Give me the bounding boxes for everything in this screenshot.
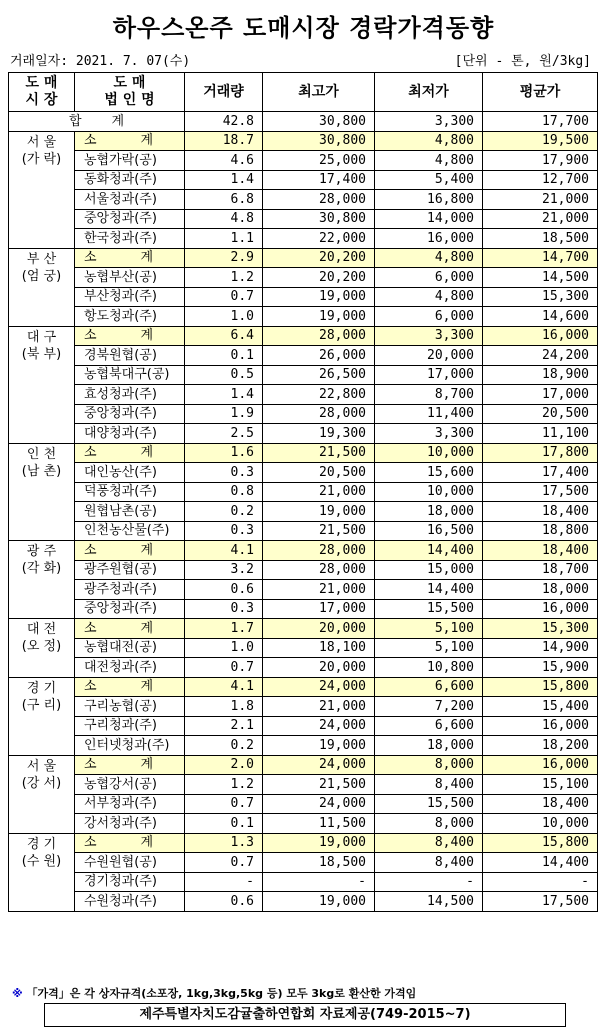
min-price-cell: 20,000	[375, 346, 483, 366]
max-price-cell: 24,000	[263, 716, 375, 736]
corp-name: 농협북대구(공)	[75, 365, 185, 385]
max-price-cell: 22,000	[263, 229, 375, 249]
header-volume: 거래량	[185, 73, 263, 112]
avg-price-cell: 18,200	[483, 736, 598, 756]
table-row	[9, 229, 598, 249]
market-cell	[9, 443, 75, 541]
subtotal-row	[9, 755, 598, 775]
header-max: 최고가	[263, 73, 375, 112]
min-price-cell: 10,000	[375, 482, 483, 502]
min-price-cell: 3,300	[375, 326, 483, 346]
min-price-cell: 5,100	[375, 619, 483, 639]
market-district: (북 부)	[21, 346, 62, 362]
market-district: (구 리)	[21, 697, 62, 713]
corp-name: 항도청과(주)	[75, 307, 185, 327]
corp-name: 효성청과(주)	[75, 385, 185, 405]
avg-price-cell: 16,000	[483, 716, 598, 736]
min-price-cell: 7,200	[375, 697, 483, 717]
volume-cell: 2.5	[185, 424, 263, 444]
corp-name: 중앙청과(주)	[75, 404, 185, 424]
max-price-cell: 11,500	[263, 814, 375, 834]
table-row	[9, 463, 598, 483]
table-row	[9, 658, 598, 678]
table-row	[9, 892, 598, 912]
table-row	[9, 736, 598, 756]
min-price-cell: 10,000	[375, 443, 483, 463]
min-price-cell: 6,600	[375, 716, 483, 736]
corp-name: 대전청과(주)	[75, 658, 185, 678]
table-row	[9, 580, 598, 600]
table-row	[9, 268, 598, 288]
subtotal-label: 소계	[75, 131, 185, 151]
subtotal-label: 소계	[75, 248, 185, 268]
subtotal-label: 소계	[75, 326, 185, 346]
max-price-cell: 18,500	[263, 853, 375, 873]
table-row	[9, 872, 598, 892]
market-name: 부 산	[26, 251, 57, 267]
min-price-cell: 15,500	[375, 794, 483, 814]
header-row	[9, 73, 598, 112]
market-cell	[9, 248, 75, 326]
market-district: (각 화)	[21, 561, 62, 576]
corp-name: 동화청과(주)	[75, 170, 185, 190]
volume-cell: 0.7	[185, 287, 263, 307]
min-price-cell: 16,500	[375, 521, 483, 541]
avg-price-cell: 15,900	[483, 658, 598, 678]
volume-cell: 1.3	[185, 833, 263, 853]
corp-name: 광주청과(주)	[75, 580, 185, 600]
corp-name: 농협대전(공)	[75, 638, 185, 658]
max-price-cell: -	[263, 872, 375, 892]
total-avg: 17,700	[483, 112, 598, 132]
avg-price-cell: 18,800	[483, 521, 598, 541]
max-price-cell: 19,300	[263, 424, 375, 444]
trade-date: 거래일자: 2021. 7. 07(수)	[10, 54, 191, 69]
table-row	[9, 716, 598, 736]
corp-name: 원협남촌(공)	[75, 502, 185, 522]
avg-price-cell: 17,400	[483, 463, 598, 483]
corp-name: 광주원협(공)	[75, 560, 185, 580]
header-corp-top: 도 매	[113, 75, 146, 91]
market-district: (강 서)	[21, 775, 62, 791]
subtotal-label: 소계	[75, 755, 185, 775]
market-name: 대 구	[26, 329, 57, 345]
min-price-cell: 16,000	[375, 229, 483, 249]
volume-cell: 0.1	[185, 346, 263, 366]
min-price-cell: 3,300	[375, 424, 483, 444]
volume-cell: 6.8	[185, 190, 263, 210]
max-price-cell: 20,000	[263, 619, 375, 639]
market-name: 서 울	[26, 758, 57, 774]
market-name: 경 기	[26, 836, 57, 852]
volume-cell: 1.2	[185, 775, 263, 795]
subtotal-row	[9, 248, 598, 268]
total-row	[9, 112, 598, 132]
market-district: (수 원)	[21, 853, 62, 869]
max-price-cell: 19,000	[263, 736, 375, 756]
market-cell	[9, 755, 75, 833]
max-price-cell: 26,000	[263, 346, 375, 366]
avg-price-cell: 19,500	[483, 131, 598, 151]
volume-cell: 1.0	[185, 307, 263, 327]
min-price-cell: 4,800	[375, 287, 483, 307]
volume-cell: -	[185, 872, 263, 892]
table-row	[9, 853, 598, 873]
unit-label: [단위 - 톤, 원/3kg]	[454, 54, 591, 69]
total-max: 30,800	[263, 112, 375, 132]
avg-price-cell: 17,500	[483, 892, 598, 912]
avg-price-cell: 14,400	[483, 853, 598, 873]
avg-price-cell: 20,500	[483, 404, 598, 424]
min-price-cell: 14,400	[375, 541, 483, 561]
corp-name: 농협부산(공)	[75, 268, 185, 288]
avg-price-cell: 18,000	[483, 580, 598, 600]
header-corp	[75, 73, 185, 112]
max-price-cell: 21,500	[263, 775, 375, 795]
volume-cell: 1.4	[185, 170, 263, 190]
source-box: 제주특별자치도감귤출하연합회 자료제공(749-2015~7)	[44, 1003, 566, 1027]
min-price-cell: 8,400	[375, 775, 483, 795]
max-price-cell: 20,500	[263, 463, 375, 483]
max-price-cell: 19,000	[263, 287, 375, 307]
volume-cell: 0.3	[185, 463, 263, 483]
max-price-cell: 19,000	[263, 892, 375, 912]
table-row	[9, 775, 598, 795]
table-row	[9, 190, 598, 210]
max-price-cell: 20,000	[263, 658, 375, 678]
avg-price-cell: 17,500	[483, 482, 598, 502]
volume-cell: 0.8	[185, 482, 263, 502]
header-market	[9, 73, 75, 112]
volume-cell: 1.6	[185, 443, 263, 463]
max-price-cell: 22,800	[263, 385, 375, 405]
table-row	[9, 170, 598, 190]
volume-cell: 0.6	[185, 580, 263, 600]
subtotal-row	[9, 619, 598, 639]
min-price-cell: 6,000	[375, 268, 483, 288]
max-price-cell: 19,000	[263, 307, 375, 327]
market-name: 광 주	[26, 544, 57, 559]
avg-price-cell: 18,400	[483, 794, 598, 814]
max-price-cell: 20,200	[263, 268, 375, 288]
min-price-cell: 16,800	[375, 190, 483, 210]
corp-name: 대양청과(주)	[75, 424, 185, 444]
max-price-cell: 17,000	[263, 599, 375, 619]
table-row	[9, 814, 598, 834]
max-price-cell: 19,000	[263, 502, 375, 522]
subtotal-row	[9, 326, 598, 346]
table-row	[9, 404, 598, 424]
corp-name: 부산청과(주)	[75, 287, 185, 307]
avg-price-cell: 17,800	[483, 443, 598, 463]
market-district: (남 촌)	[21, 463, 62, 479]
volume-cell: 2.1	[185, 716, 263, 736]
volume-cell: 2.9	[185, 248, 263, 268]
corp-name: 덕풍청과(주)	[75, 482, 185, 502]
corp-name: 서울청과(주)	[75, 190, 185, 210]
table-row	[9, 307, 598, 327]
volume-cell: 0.7	[185, 794, 263, 814]
table-row	[9, 599, 598, 619]
subtotal-row	[9, 131, 598, 151]
total-min: 3,300	[375, 112, 483, 132]
min-price-cell: 8,700	[375, 385, 483, 405]
avg-price-cell: 15,800	[483, 677, 598, 697]
volume-cell: 0.1	[185, 814, 263, 834]
market-cell	[9, 833, 75, 911]
corp-name: 서부청과(주)	[75, 794, 185, 814]
corp-name: 경기청과(주)	[75, 872, 185, 892]
volume-cell: 4.1	[185, 541, 263, 561]
subtotal-label: 소계	[75, 833, 185, 853]
avg-price-cell: 15,300	[483, 287, 598, 307]
market-cell	[9, 541, 75, 619]
table-row	[9, 209, 598, 229]
min-price-cell: 14,500	[375, 892, 483, 912]
corp-name: 농협강서(공)	[75, 775, 185, 795]
min-price-cell: 10,800	[375, 658, 483, 678]
max-price-cell: 28,000	[263, 404, 375, 424]
max-price-cell: 21,500	[263, 443, 375, 463]
min-price-cell: 8,000	[375, 755, 483, 775]
max-price-cell: 24,000	[263, 755, 375, 775]
volume-cell: 0.6	[185, 892, 263, 912]
table-row	[9, 385, 598, 405]
min-price-cell: 14,000	[375, 209, 483, 229]
corp-name: 구리청과(주)	[75, 716, 185, 736]
market-district: (엄 궁)	[21, 268, 62, 284]
min-price-cell: -	[375, 872, 483, 892]
avg-price-cell: 14,700	[483, 248, 598, 268]
min-price-cell: 8,400	[375, 853, 483, 873]
min-price-cell: 5,100	[375, 638, 483, 658]
market-name: 서 울	[26, 134, 57, 150]
market-district: (가 락)	[21, 151, 62, 167]
volume-cell: 1.9	[185, 404, 263, 424]
market-district: (오 정)	[21, 639, 62, 654]
avg-price-cell: -	[483, 872, 598, 892]
corp-name: 강서청과(주)	[75, 814, 185, 834]
total-volume: 42.8	[185, 112, 263, 132]
footnote-mark: ※	[12, 987, 23, 1000]
avg-price-cell: 15,800	[483, 833, 598, 853]
table-row	[9, 424, 598, 444]
avg-price-cell: 15,400	[483, 697, 598, 717]
min-price-cell: 8,000	[375, 814, 483, 834]
max-price-cell: 25,000	[263, 151, 375, 171]
avg-price-cell: 11,100	[483, 424, 598, 444]
avg-price-cell: 15,100	[483, 775, 598, 795]
max-price-cell: 18,100	[263, 638, 375, 658]
min-price-cell: 11,400	[375, 404, 483, 424]
avg-price-cell: 16,000	[483, 599, 598, 619]
corp-name: 구리농협(공)	[75, 697, 185, 717]
table-row	[9, 287, 598, 307]
min-price-cell: 14,400	[375, 580, 483, 600]
corp-name: 인터넷청과(주)	[75, 736, 185, 756]
volume-cell: 1.8	[185, 697, 263, 717]
max-price-cell: 30,800	[263, 209, 375, 229]
max-price-cell: 17,400	[263, 170, 375, 190]
table-row	[9, 502, 598, 522]
subtotal-row	[9, 677, 598, 697]
max-price-cell: 21,000	[263, 580, 375, 600]
volume-cell: 0.2	[185, 736, 263, 756]
min-price-cell: 18,000	[375, 736, 483, 756]
avg-price-cell: 14,900	[483, 638, 598, 658]
min-price-cell: 8,400	[375, 833, 483, 853]
volume-cell: 0.7	[185, 658, 263, 678]
header-corp-bottom: 법 인 명	[104, 92, 155, 108]
table-row	[9, 560, 598, 580]
page-title: 하우스온주 도매시장 경락가격동향	[112, 14, 495, 42]
volume-cell: 4.1	[185, 677, 263, 697]
table-row	[9, 521, 598, 541]
max-price-cell: 19,000	[263, 833, 375, 853]
volume-cell: 1.4	[185, 385, 263, 405]
corp-name: 중앙청과(주)	[75, 209, 185, 229]
avg-price-cell: 15,300	[483, 619, 598, 639]
avg-price-cell: 18,900	[483, 365, 598, 385]
min-price-cell: 6,000	[375, 307, 483, 327]
volume-cell: 2.0	[185, 755, 263, 775]
market-name: 경 기	[26, 680, 57, 696]
volume-cell: 6.4	[185, 326, 263, 346]
header-avg: 평균가	[483, 73, 598, 112]
header-market-bottom: 시 장	[25, 92, 58, 108]
volume-cell: 1.1	[185, 229, 263, 249]
market-name: 인 천	[26, 446, 57, 462]
table-row	[9, 697, 598, 717]
volume-cell: 18.7	[185, 131, 263, 151]
avg-price-cell: 16,000	[483, 326, 598, 346]
subtotal-label: 소계	[75, 619, 185, 639]
price-table	[8, 72, 598, 912]
avg-price-cell: 18,500	[483, 229, 598, 249]
avg-price-cell: 14,600	[483, 307, 598, 327]
avg-price-cell: 17,900	[483, 151, 598, 171]
market-cell	[9, 131, 75, 248]
min-price-cell: 5,400	[375, 170, 483, 190]
corp-name: 수원청과(주)	[75, 892, 185, 912]
max-price-cell: 24,000	[263, 677, 375, 697]
table-row	[9, 794, 598, 814]
min-price-cell: 4,800	[375, 248, 483, 268]
volume-cell: 1.0	[185, 638, 263, 658]
corp-name: 대인농산(주)	[75, 463, 185, 483]
avg-price-cell: 18,700	[483, 560, 598, 580]
market-cell	[9, 619, 75, 678]
subtotal-label: 소계	[75, 677, 185, 697]
avg-price-cell: 21,000	[483, 190, 598, 210]
table-row	[9, 365, 598, 385]
market-cell	[9, 326, 75, 443]
volume-cell: 4.8	[185, 209, 263, 229]
avg-price-cell: 14,500	[483, 268, 598, 288]
min-price-cell: 15,000	[375, 560, 483, 580]
max-price-cell: 28,000	[263, 541, 375, 561]
volume-cell: 1.2	[185, 268, 263, 288]
volume-cell: 3.2	[185, 560, 263, 580]
subtotal-label: 소계	[75, 541, 185, 561]
min-price-cell: 4,800	[375, 131, 483, 151]
max-price-cell: 26,500	[263, 365, 375, 385]
avg-price-cell: 16,000	[483, 755, 598, 775]
min-price-cell: 4,800	[375, 151, 483, 171]
volume-cell: 0.2	[185, 502, 263, 522]
subtotal-row	[9, 443, 598, 463]
volume-cell: 1.7	[185, 619, 263, 639]
min-price-cell: 15,500	[375, 599, 483, 619]
footnote-text: 「가격」은 각 상자규격(소포장, 1kg,3kg,5kg 등) 모두 3kg로 환산한 가격임	[26, 987, 417, 1000]
subtotal-row	[9, 541, 598, 561]
max-price-cell: 21,000	[263, 482, 375, 502]
corp-name: 수원원협(공)	[75, 853, 185, 873]
min-price-cell: 6,600	[375, 677, 483, 697]
avg-price-cell: 21,000	[483, 209, 598, 229]
avg-price-cell: 12,700	[483, 170, 598, 190]
subtotal-row	[9, 833, 598, 853]
volume-cell: 0.3	[185, 521, 263, 541]
max-price-cell: 28,000	[263, 326, 375, 346]
volume-cell: 0.5	[185, 365, 263, 385]
max-price-cell: 28,000	[263, 560, 375, 580]
corp-name: 한국청과(주)	[75, 229, 185, 249]
table-row	[9, 151, 598, 171]
avg-price-cell: 18,400	[483, 502, 598, 522]
max-price-cell: 20,200	[263, 248, 375, 268]
corp-name: 중앙청과(주)	[75, 599, 185, 619]
max-price-cell: 21,000	[263, 697, 375, 717]
min-price-cell: 18,000	[375, 502, 483, 522]
avg-price-cell: 10,000	[483, 814, 598, 834]
avg-price-cell: 24,200	[483, 346, 598, 366]
corp-name: 농협가락(공)	[75, 151, 185, 171]
footnote	[12, 985, 416, 1001]
market-cell	[9, 677, 75, 755]
avg-price-cell: 17,000	[483, 385, 598, 405]
min-price-cell: 17,000	[375, 365, 483, 385]
volume-cell: 0.7	[185, 853, 263, 873]
max-price-cell: 24,000	[263, 794, 375, 814]
volume-cell: 4.6	[185, 151, 263, 171]
max-price-cell: 30,800	[263, 131, 375, 151]
avg-price-cell: 18,400	[483, 541, 598, 561]
min-price-cell: 15,600	[375, 463, 483, 483]
subtotal-label: 소계	[75, 443, 185, 463]
max-price-cell: 21,500	[263, 521, 375, 541]
table-row	[9, 346, 598, 366]
table-row	[9, 638, 598, 658]
market-name: 대 전	[26, 622, 57, 637]
header-market-top: 도 매	[25, 75, 58, 91]
header-min: 최저가	[375, 73, 483, 112]
max-price-cell: 28,000	[263, 190, 375, 210]
total-label: 합계	[9, 112, 185, 132]
corp-name: 경북원협(공)	[75, 346, 185, 366]
corp-name: 인천농산물(주)	[75, 521, 185, 541]
table-row	[9, 482, 598, 502]
volume-cell: 0.3	[185, 599, 263, 619]
